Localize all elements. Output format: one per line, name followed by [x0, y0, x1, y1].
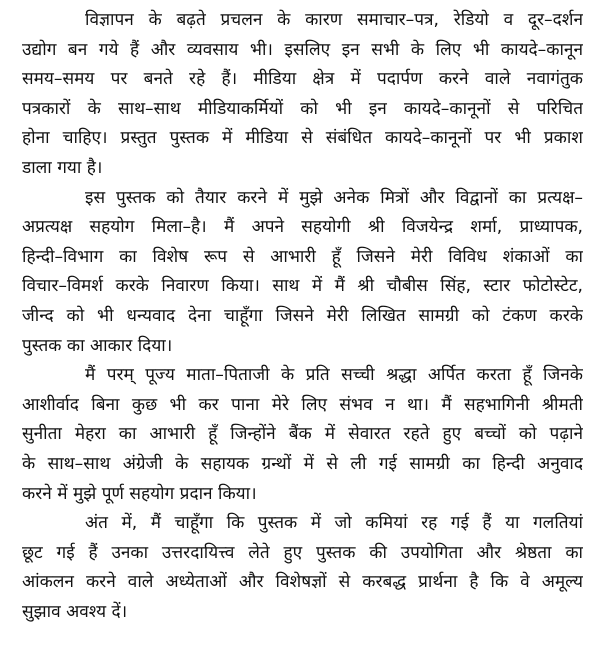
- paragraph-3: [22, 361, 583, 509]
- text-line: हिन्दी–विभाग का विशेष रूप से आभारी हूँ जिसने मेरी विविध शंकाओं का: [22, 246, 583, 267]
- text-line: होना चाहिए। प्रस्तुत पुस्तक में मीडिया से संबंधित कायदे–कानूनों पर भी प्रकाश: [22, 128, 583, 149]
- paragraph-1: [22, 6, 583, 184]
- text-line: विज्ञापन के बढ़ते प्रचलन के कारण समाचार–पत्र, रेडियो व दूर–दर्शन: [85, 10, 583, 30]
- text-line: छूट गई हैं उनका उत्तरदायित्त्व लेते हुए पुस्तक की उपयोगिता और श्रेष्ठता का: [22, 542, 583, 563]
- text-line: अंत में, मैं चाहूँगा कि पुस्तक में जो कमियां रह गई हैं या गलतियां: [85, 513, 583, 534]
- text-line: सुनीता मेहरा का आभारी हूँ जिन्होंने बैंक में सेवारत रहते हुए बच्चों को पढ़ाने: [22, 424, 583, 445]
- text-line: मैं परम् पूज्य माता–पिताजी के प्रति सच्ची श्रद्धा अर्पित करता हूँ जिनके: [85, 365, 583, 386]
- text-line: आशीर्वाद बिना कुछ भी कर पाना मेरे लिए संभव न था। मैं सहभागिनी श्रीमती: [22, 394, 583, 415]
- text-line: करने में मुझे पूर्ण सहयोग प्रदान किया।: [22, 483, 257, 504]
- paragraph-2: [22, 184, 583, 362]
- text-line: विचार–विमर्श करके निवारण किया। साथ में मैं श्री चौबीस सिंह, स्टार फोटोस्टेट,: [22, 276, 583, 297]
- paragraph-4: [22, 509, 583, 627]
- text-line: पुस्तक का आकार दिया।: [22, 335, 173, 356]
- text-line: जीन्द को भी धन्यवाद देना चाहूँगा जिसने मेरी लिखित सामग्री को टंकण करके: [22, 305, 583, 326]
- text-line: पत्रकारों के साथ–साथ मीडियाकर्मियों को भी इन कायदे–कानूनों से परिचित: [22, 98, 583, 119]
- text-line: डाला गया है।: [22, 157, 103, 178]
- text-line: आंकलन करने वाले अध्येताओं और विशेषज्ञों से करबद्ध प्रार्थना है कि वे अमूल्य: [22, 572, 583, 593]
- text-line: सुझाव अवश्य दें।: [22, 601, 128, 622]
- text-line: उद्योग बन गये हैं और व्यवसाय भी। इसलिए इन सभी के लिए भी कायदे–कानून: [22, 39, 583, 60]
- text-line: अप्रत्यक्ष सहयोग मिला–है। मैं अपने सहयोगी श्री विजयेन्द्र शर्मा, प्राध्यापक,: [22, 217, 583, 238]
- text-line: के साथ–साथ अंग्रेजी के सहायक ग्रन्थों में से ली गई सामग्री का हिन्दी अनुवाद: [22, 453, 583, 474]
- text-line: समय–समय पर बनते रहे हैं। मीडिया क्षेत्र में पदार्पण करने वाले नवागंतुक: [22, 69, 583, 90]
- text-line: इस पुस्तक को तैयार करने में मुझे अनेक मित्रों और विद्वानों का प्रत्यक्ष–: [85, 187, 583, 208]
